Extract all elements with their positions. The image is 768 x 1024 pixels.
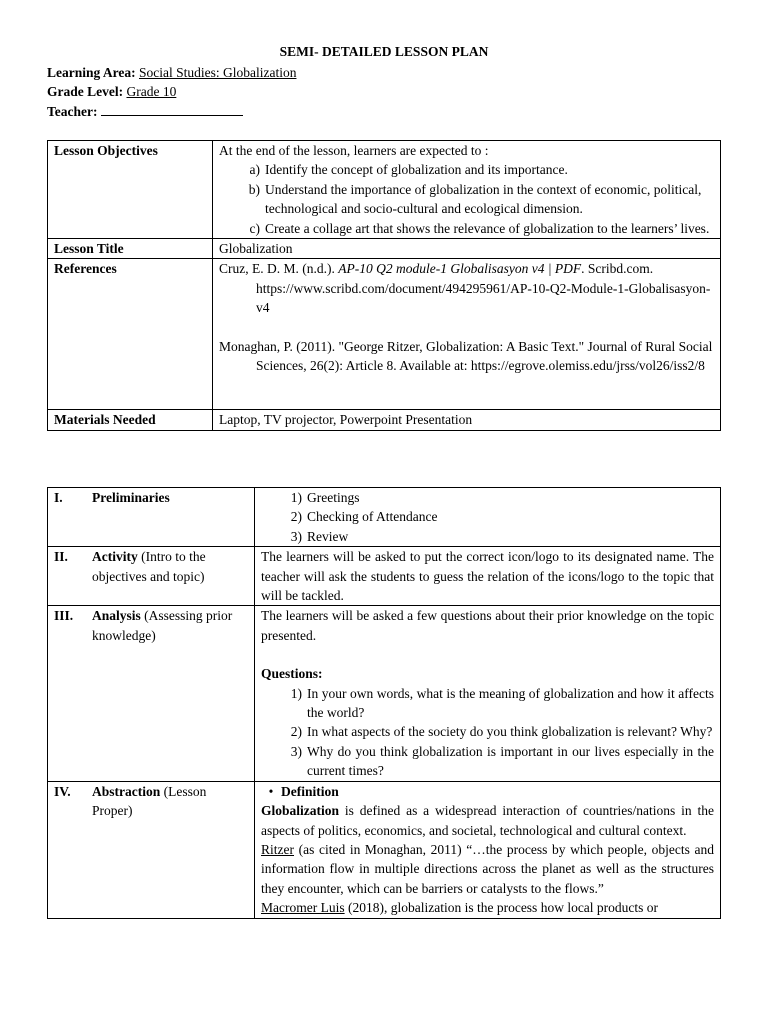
prelim-label: Preliminaries: [92, 490, 170, 505]
analysis-cell: [255, 606, 721, 781]
references-row: [48, 259, 721, 410]
ritzer-text: Ritzer (as cited in Monaghan, 2011) “…the process by which people, objects and information flow in multiple directions across the planet as well as the structures they encounter, which can be barriers or catalysts to the flows.”: [261, 841, 714, 896]
teacher-label: Teacher:: [47, 104, 98, 119]
analysis-row: [48, 606, 721, 781]
lesson-title-value: Globalization: [213, 239, 721, 259]
materials-row: [48, 410, 721, 430]
question-item: 1) In your own words, what is the meaning of globalization and how it affects the world?: [290, 685, 714, 721]
definition-heading: Definition: [281, 783, 339, 799]
objectives-cell: [213, 141, 721, 239]
question-item: 3) Why do you think globalization is important in our lives especially in the current times?: [290, 743, 714, 779]
analysis-text: The learners will be asked a few questions about their prior knowledge on the topic presented.: [261, 608, 714, 643]
procedure-table: [47, 487, 721, 919]
objectives-row: [48, 141, 721, 239]
objective-item: b) Understand the importance of globalization in the context of economic, political, technological and socio-cultural and ecological dimension.: [248, 181, 702, 217]
macromer-text: Macromer Luis (2018), globalization is the process how local products or: [261, 900, 659, 916]
activity-sub: (Intro to the objectives and topic): [92, 549, 206, 584]
objectives-intro: At the end of the lesson, learners are expected to :: [219, 143, 489, 158]
prelim-row: [48, 488, 721, 547]
lesson-title-row: [48, 239, 721, 259]
objective-item: a) Identify the concept of globalization and its importance.: [249, 162, 568, 178]
analysis-num: III.: [54, 608, 74, 624]
analysis-sub: (Assessing prior knowledge): [92, 608, 233, 643]
bullet-icon: •: [268, 783, 274, 799]
list-item: 1) Greetings: [290, 490, 360, 505]
list-item: 2) Checking of Attendance: [290, 509, 438, 525]
abstraction-row: [48, 781, 721, 918]
questions-list: [261, 684, 714, 781]
list-item: 3) Review: [290, 528, 349, 544]
grade-level-label: Grade Level:: [47, 84, 124, 99]
objectives-list: [219, 160, 714, 238]
objective-item: c) Create a collage art that shows the relevance of globalization to the learners’ lives.: [249, 220, 710, 236]
objectives-label: Lesson Objectives: [48, 141, 213, 239]
abstraction-num: IV.: [54, 783, 71, 799]
reference-2: Monaghan, P. (2011). "George Ritzer, Globalization: A Basic Text." Journal of Rural Social Sciences, 26(2): Article 8. Available at: https://egrove.olemiss.edu/jrss/vol26/iss2/8: [219, 338, 713, 374]
reference-1: Cruz, E. D. M. (n.d.). AP-10 Q2 module-1 Globalisasyon v4 | PDF. Scribd.com. https://www.scribd.com/document/494295961/AP-10-Q2-Module-1-Globalisasyon-v4: [219, 261, 711, 316]
learning-area-label: Learning Area:: [47, 65, 136, 80]
references-cell: [213, 259, 721, 410]
references-label: References: [48, 259, 213, 410]
questions-label: Questions:: [261, 666, 323, 682]
materials-value: Laptop, TV projector, Powerpoint Presentation: [213, 410, 721, 430]
prelim-num: I.: [54, 490, 63, 505]
materials-label: Materials Needed: [48, 410, 213, 430]
definition-text: Globalization is defined as a widespread interaction of countries/nations in the aspects of politics, economics, and societal, technological and cultural context.: [261, 803, 714, 838]
activity-num: II.: [54, 549, 68, 565]
lesson-title-label: Lesson Title: [48, 239, 213, 259]
overview-table: [47, 140, 721, 431]
prelim-list: [261, 488, 714, 546]
teacher-blank: [101, 103, 243, 116]
prelim-cell: [255, 488, 721, 547]
grade-level-line: [47, 82, 176, 101]
learning-area-value: Social Studies: Globalization: [139, 65, 297, 80]
page-title: SEMI- DETAILED LESSON PLAN: [279, 44, 489, 59]
abstraction-sub: (Lesson Proper): [92, 783, 207, 819]
question-item: 2) In what aspects of the society do you think globalization is relevant? Why?: [290, 724, 713, 740]
activity-text: The learners will be asked to put the correct icon/logo to its designated name. The teacher will ask the students to guess the relation of the icons/logo to the topic that will be tackled.: [255, 547, 721, 606]
teacher-line: [47, 102, 243, 121]
analysis-label: Analysis: [92, 608, 141, 624]
abstraction-cell: [255, 781, 721, 918]
activity-label: Activity: [92, 549, 138, 565]
abstraction-label: Abstraction: [92, 783, 161, 799]
grade-level-value: Grade 10: [126, 84, 177, 99]
learning-area-line: [47, 63, 296, 82]
activity-row: [48, 547, 721, 606]
